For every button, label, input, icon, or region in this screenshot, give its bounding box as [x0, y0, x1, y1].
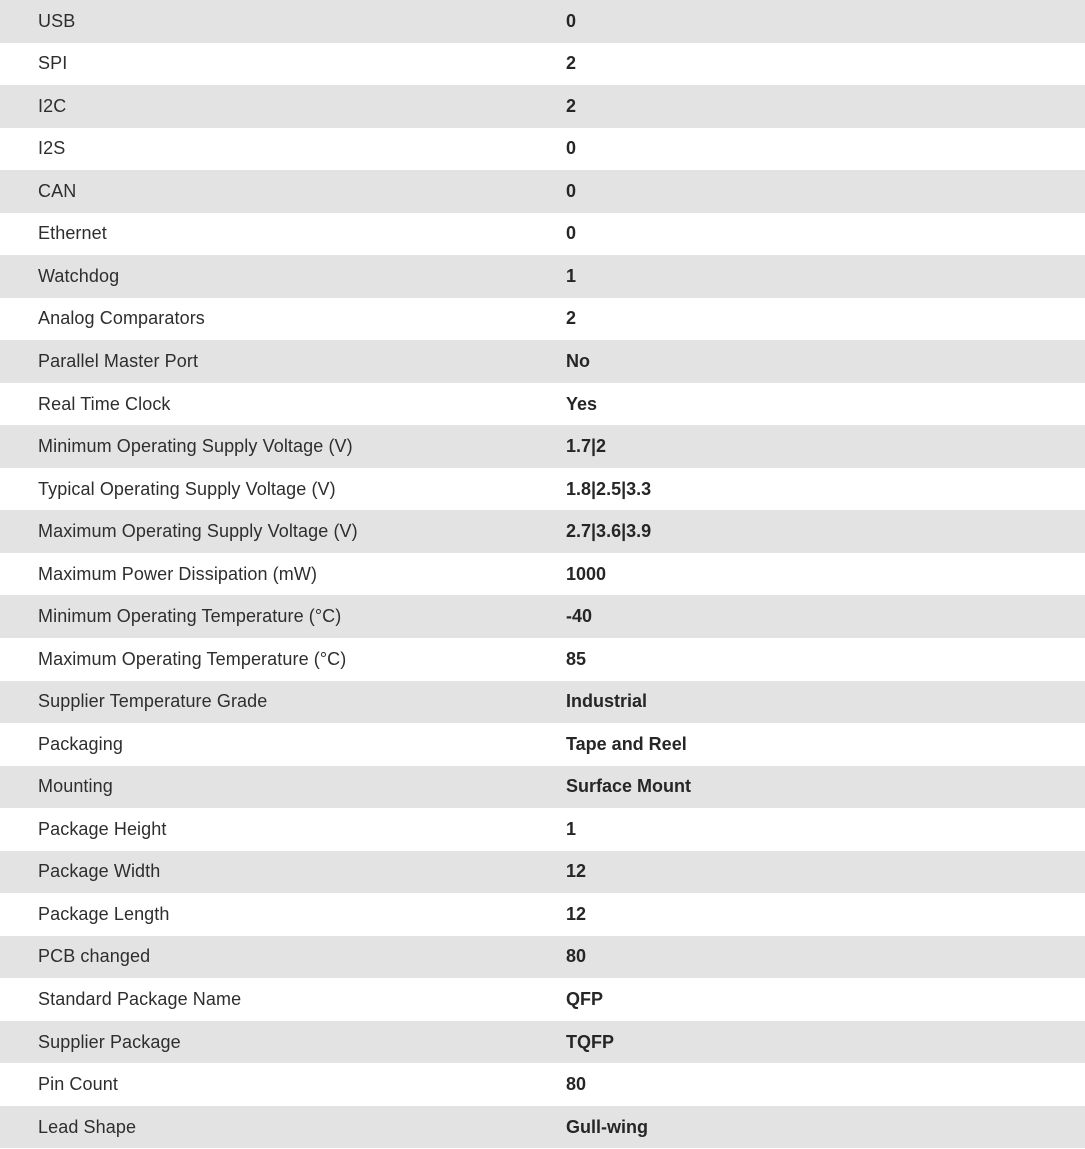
spec-value: 80: [566, 946, 587, 967]
spec-row-pin-count: [0, 1063, 1085, 1106]
spec-value: -40: [566, 606, 593, 627]
spec-row-mounting: [0, 766, 1085, 809]
spec-row-standard-package-name: [0, 978, 1085, 1021]
spec-label: Ethernet: [38, 223, 107, 244]
spec-label: Typical Operating Supply Voltage (V): [38, 478, 336, 499]
spec-value: No: [566, 351, 590, 372]
spec-value: 0: [566, 223, 577, 244]
spec-label: Maximum Operating Temperature (°C): [38, 648, 347, 669]
spec-row-lead-shape: [0, 1106, 1085, 1149]
spec-label: USB: [38, 10, 76, 31]
spec-value: 80: [566, 1074, 587, 1095]
spec-value: QFP: [566, 988, 604, 1009]
spec-row-pcb-changed: [0, 936, 1085, 979]
spec-value: 1: [566, 818, 577, 839]
spec-value: 1: [566, 265, 577, 286]
spec-label: I2C: [38, 95, 67, 116]
spec-value: 12: [566, 903, 587, 924]
spec-label: Minimum Operating Temperature (°C): [38, 606, 342, 627]
spec-label: Supplier Temperature Grade: [38, 691, 268, 712]
spec-row-i2c: [0, 85, 1085, 128]
spec-row-spi: [0, 43, 1085, 86]
spec-row-min-operating-temperature: [0, 595, 1085, 638]
spec-value: 2.7|3.6|3.9: [566, 521, 652, 542]
spec-label: Packaging: [38, 733, 123, 754]
spec-row-watchdog: [0, 255, 1085, 298]
spec-label: Maximum Power Dissipation (mW): [38, 563, 318, 584]
spec-row-ethernet: [0, 213, 1085, 256]
spec-value: 1.8|2.5|3.3: [566, 478, 652, 499]
spec-label: CAN: [38, 180, 77, 201]
spec-label: Package Length: [38, 903, 170, 924]
spec-value: Surface Mount: [566, 776, 692, 797]
spec-label: Package Width: [38, 861, 161, 882]
spec-label: Package Height: [38, 818, 167, 839]
spec-row-supplier-package: [0, 1021, 1085, 1064]
spec-row-max-operating-temperature: [0, 638, 1085, 681]
spec-label: Lead Shape: [38, 1116, 137, 1137]
spec-value: TQFP: [566, 1031, 614, 1052]
spec-row-packaging: [0, 723, 1085, 766]
spec-row-real-time-clock: [0, 383, 1085, 426]
spec-value: 1000: [566, 563, 607, 584]
spec-row-max-power-dissipation: [0, 553, 1085, 596]
spec-label: Standard Package Name: [38, 988, 242, 1009]
spec-value: 0: [566, 180, 577, 201]
spec-label: PCB changed: [38, 946, 151, 967]
spec-label: Analog Comparators: [38, 308, 205, 329]
spec-value: Gull-wing: [566, 1116, 648, 1137]
spec-value: 1.7|2: [566, 436, 607, 457]
spec-row-i2s: [0, 128, 1085, 171]
spec-label: I2S: [38, 138, 66, 159]
spec-label: Real Time Clock: [38, 393, 171, 414]
spec-value: Yes: [566, 393, 598, 414]
spec-label: Parallel Master Port: [38, 351, 199, 372]
spec-row-package-width: [0, 851, 1085, 894]
spec-value: 85: [566, 648, 587, 669]
spec-row-package-length: [0, 893, 1085, 936]
spec-row-analog-comparators: [0, 298, 1085, 341]
spec-label: Supplier Package: [38, 1031, 181, 1052]
spec-label: Minimum Operating Supply Voltage (V): [38, 436, 353, 457]
spec-row-can: [0, 170, 1085, 213]
spec-value: Tape and Reel: [566, 733, 687, 754]
spec-label: Watchdog: [38, 265, 120, 286]
spec-value: 0: [566, 10, 577, 31]
spec-label: Pin Count: [38, 1074, 118, 1095]
spec-value: 2: [566, 308, 577, 329]
spec-label: SPI: [38, 53, 68, 74]
spec-row-max-supply-voltage: [0, 510, 1085, 553]
spec-value: 2: [566, 53, 577, 74]
spec-label: Mounting: [38, 776, 113, 797]
spec-row-package-height: [0, 808, 1085, 851]
spec-value: 0: [566, 138, 577, 159]
spec-value: 12: [566, 861, 587, 882]
spec-row-parallel-master-port: [0, 340, 1085, 383]
spec-label: Maximum Operating Supply Voltage (V): [38, 521, 358, 542]
spec-row-min-supply-voltage: [0, 425, 1085, 468]
spec-row-usb: [0, 0, 1085, 43]
spec-row-typ-supply-voltage: [0, 468, 1085, 511]
spec-value: Industrial: [566, 691, 648, 712]
spec-row-temperature-grade: [0, 681, 1085, 724]
spec-value: 2: [566, 95, 577, 116]
